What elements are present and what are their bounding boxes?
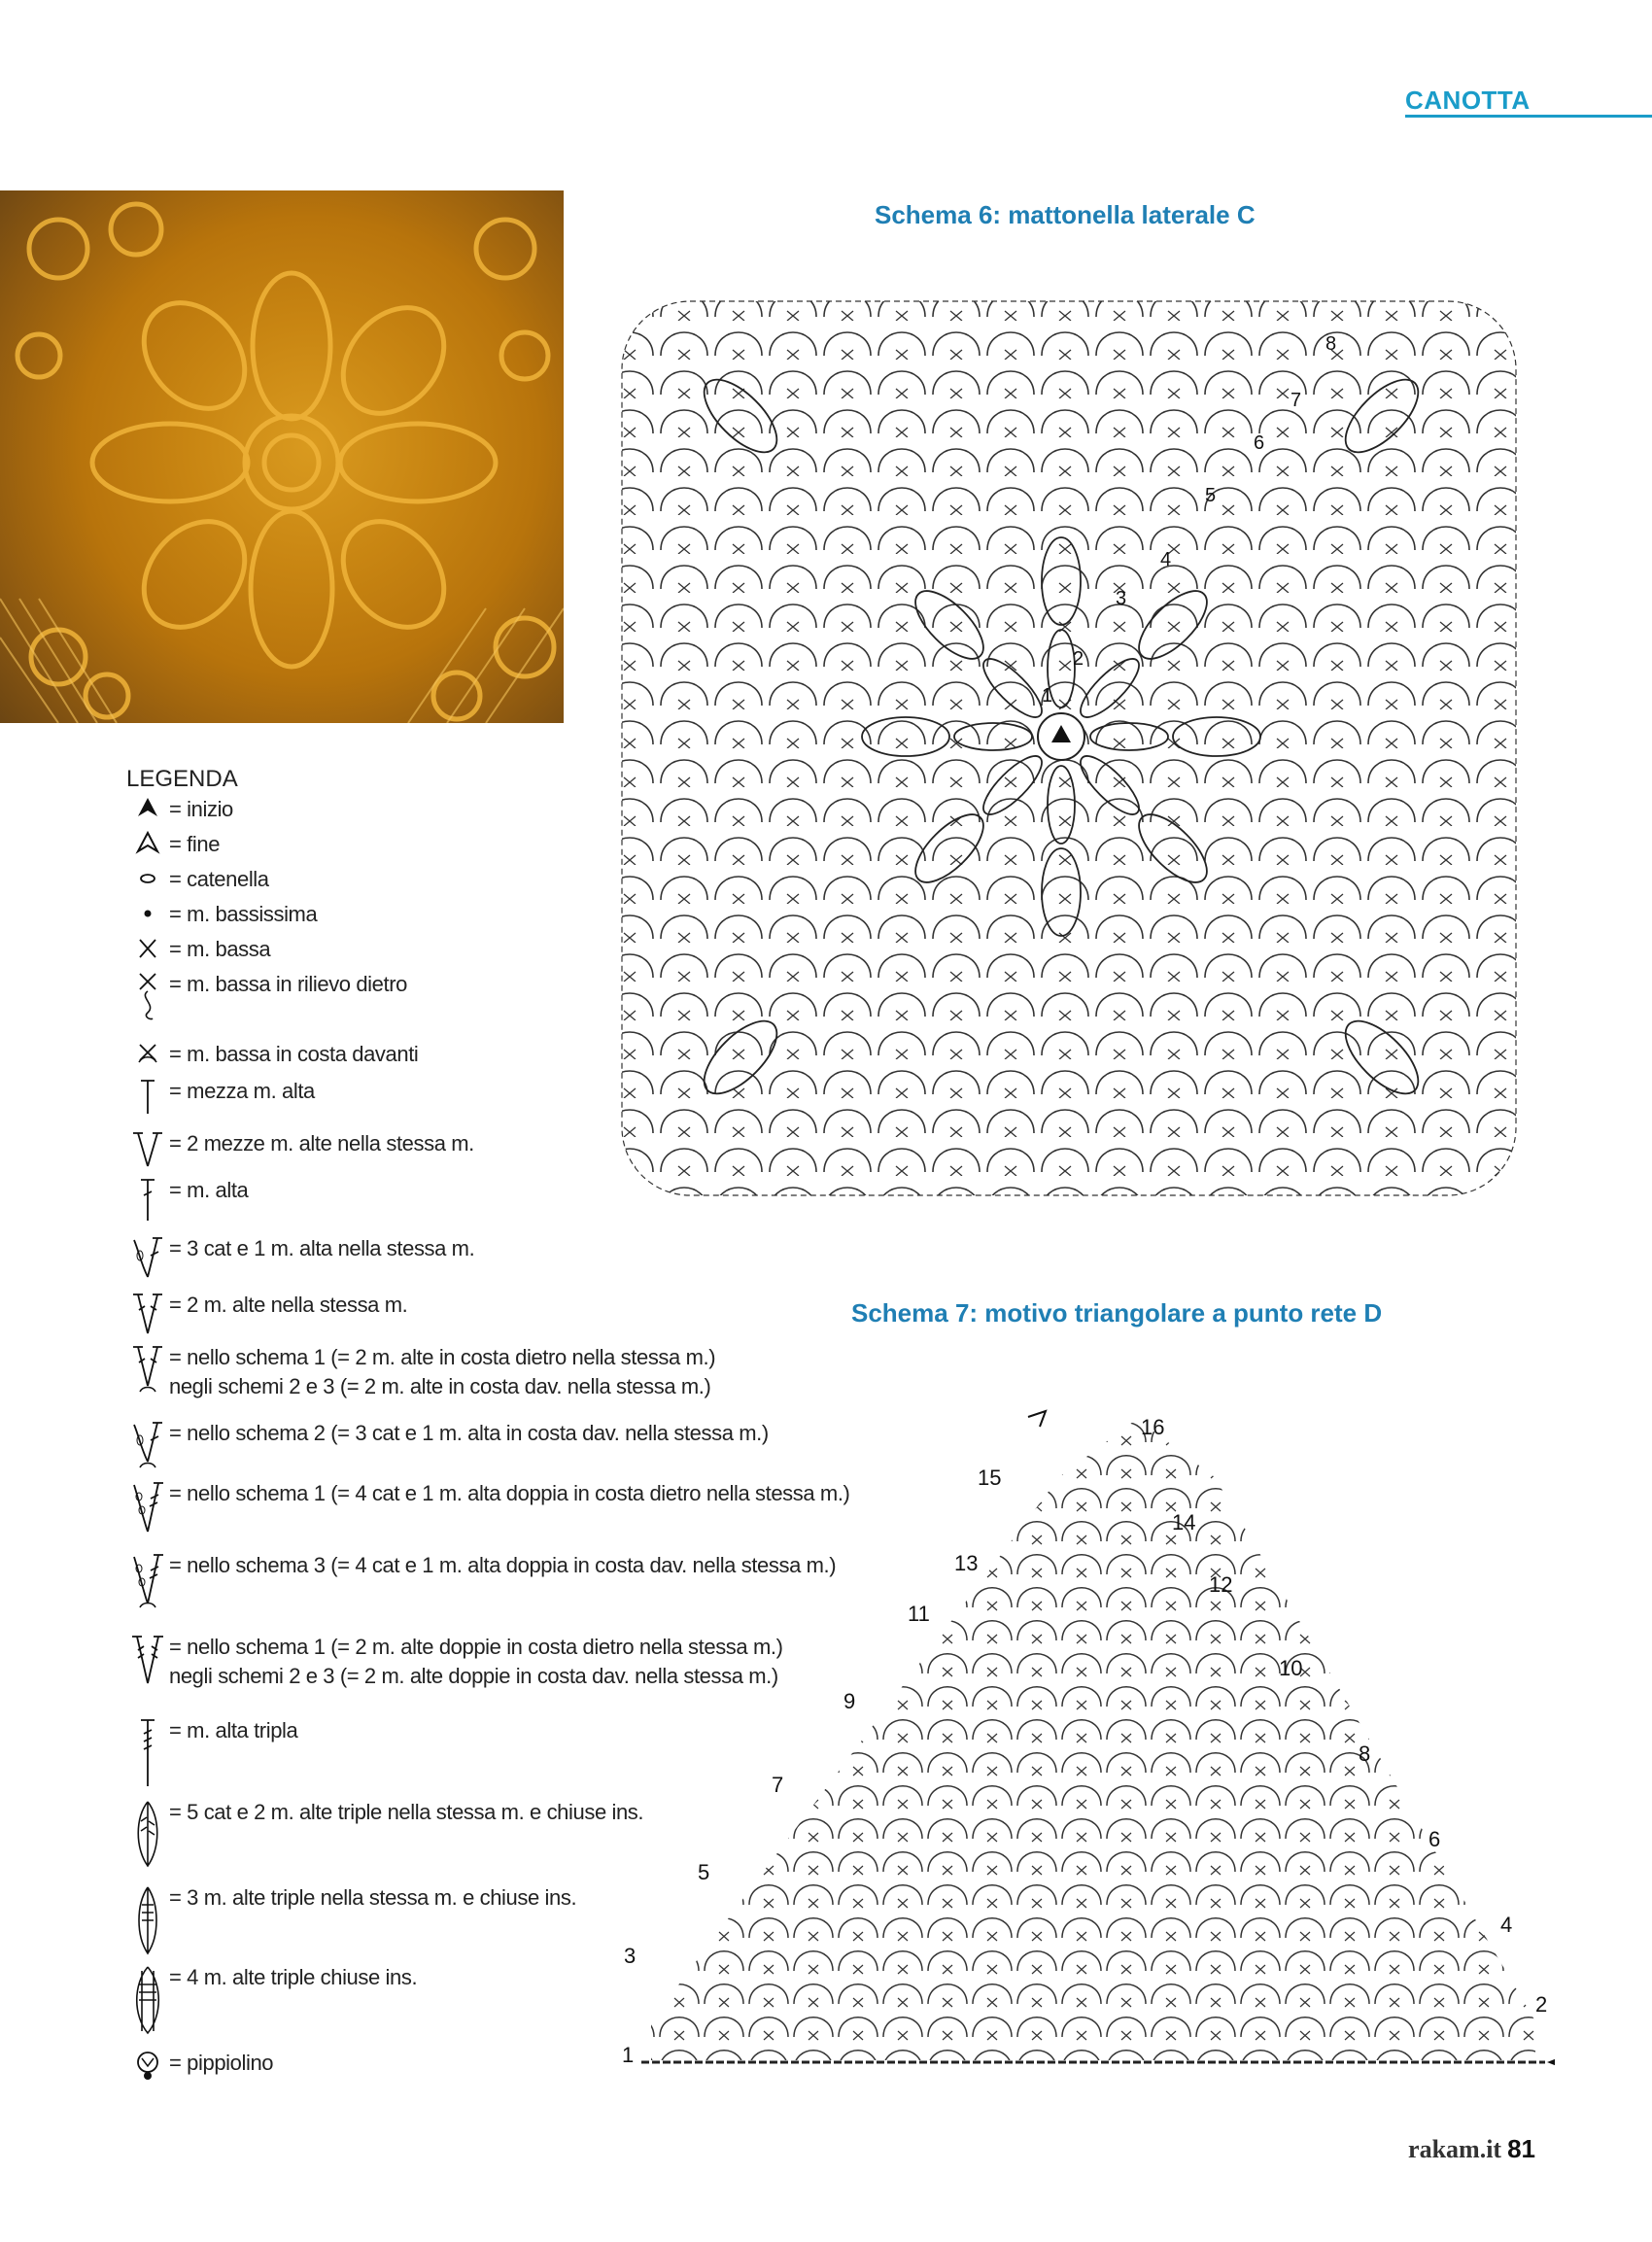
front-loop-sc-icon [135,1040,160,1065]
schema6-round-label: 5 [1205,485,1217,506]
legend-item: = pippiolino [126,2049,273,2082]
legend-item: = inizio [126,795,233,824]
legend-item: = catenella [126,865,269,894]
two-hdc-icon [131,1129,164,1168]
legend-item: = m. bassissima [126,900,317,929]
legend-item: = 2 m. alte nella stessa m. [126,1291,407,1337]
legend-title: LEGENDA [126,766,238,792]
end-arrow-icon [135,830,160,855]
legend-item: = 5 cat e 2 m. alte triple nella stessa m. e chiuse ins. [126,1798,643,1868]
legend-item: = m. bassa [126,935,270,964]
double-crochet-icon [135,1176,160,1223]
back-post-sc-icon [135,970,160,1020]
four-trtr-cluster-icon [131,1963,164,2037]
schema7-row-label: 6 [1428,1827,1441,1851]
legend-item: = m. alta [126,1176,248,1223]
legend-item: = 4 m. alte triple chiuse ins. [126,1963,417,2037]
triple-crochet-icon [135,1716,160,1790]
schema7-row-label: 5 [698,1860,710,1884]
legend-item: = nello schema 1 (= 2 m. alte in costa dietro nella stessa m.) negli schemi 2 e 3 (= 2 m. alte in costa dav. nella stessa m.) [126,1343,715,1401]
legend-item: = nello schema 3 (= 4 cat e 1 m. alta doppia in costa dav. nella stessa m.) [126,1551,836,1609]
start-arrow-icon [135,795,160,820]
legend-item: = 3 m. alte triple nella stessa m. e chiuse ins. [126,1883,576,1957]
two-tr-loop-icon [130,1633,165,1691]
legend-item: = mezza m. alta [126,1077,315,1116]
ch4-tr-back-icon [130,1479,165,1537]
schema7-row-label: 2 [1535,1992,1548,2017]
schema7-row-label: 11 [908,1602,930,1626]
crochet-motif-image [0,190,564,723]
schema7-row-label: 8 [1359,1742,1371,1766]
single-crochet-icon [135,935,160,960]
legend-item: = nello schema 1 (= 2 m. alte doppie in costa dietro nella stessa m.) negli schemi 2 e 3 (= 2 m. alte doppie in costa dav. nella stessa m.) [126,1633,783,1691]
legend-item: = nello schema 2 (= 3 cat e 1 m. alta in costa dav. nella stessa m.) [126,1419,769,1469]
legend-item: = m. alta tripla [126,1716,297,1790]
schema6-diagram [602,282,1535,1215]
schema7-row-label: 4 [1500,1913,1513,1937]
three-trtr-cluster-icon [133,1883,162,1957]
schema7-row-label: 13 [954,1551,979,1575]
legend-item: = fine [126,830,220,859]
ch5-2trtr-cluster-icon [133,1798,162,1868]
schema6-round-label: 7 [1291,390,1302,411]
schema6-round-label: 1 [1042,685,1053,707]
page-number: 81 [1507,2134,1535,2163]
legend-item: = 3 cat e 1 m. alta nella stessa m. [126,1234,474,1281]
page-footer [1408,2134,1535,2164]
crochet-photo [0,190,564,723]
section-rule [1405,115,1652,118]
ch3-dc-icon [131,1234,164,1281]
schema7-row-label: 12 [1209,1572,1233,1597]
ch3-dc-loop-icon [131,1419,164,1469]
legend-item: = nello schema 1 (= 4 cat e 1 m. alta doppia in costa dietro nella stessa m.) [126,1479,849,1537]
chain-icon [135,865,160,890]
schema7-start-icon [1547,2055,1555,2069]
schema7-row-label: 1 [622,2043,635,2067]
schema7-row-label: 7 [772,1773,784,1797]
slip-stitch-icon [135,900,160,925]
picot-icon [133,2049,162,2082]
schema7-title: Schema 7: motivo triangolare a punto rete D [851,1298,1383,1328]
schema6-round-label: 6 [1254,432,1265,454]
schema7-row-label: 15 [978,1466,1002,1490]
schema7-row-label: 14 [1172,1510,1196,1535]
half-double-crochet-icon [135,1077,160,1116]
legend-item: = m. bassa in costa davanti [126,1040,418,1069]
legend-item: = m. bassa in rilievo dietro [126,970,407,1020]
schema7-row-label: 16 [1141,1415,1165,1439]
schema7-row-label: 3 [624,1944,637,1968]
schema7-row-label: 9 [843,1689,856,1713]
section-tag: CANOTTA [1405,86,1531,115]
site-name: rakam.it [1408,2135,1502,2163]
schema6-round-label: 3 [1116,588,1127,609]
legend-item: = 2 mezze m. alte nella stessa m. [126,1129,474,1168]
ch4-tr-front-icon [130,1551,165,1609]
schema6-round-label: 4 [1160,549,1172,570]
schema7-end-icon [1028,1411,1046,1427]
schema6-title: Schema 6: mattonella laterale C [875,200,1256,229]
two-dc-icon [131,1291,164,1337]
two-dc-loop-icon [131,1343,164,1394]
schema7-row-label: 10 [1279,1656,1303,1680]
schema6-round-label: 2 [1073,648,1084,670]
schema6-round-label: 8 [1325,333,1337,355]
